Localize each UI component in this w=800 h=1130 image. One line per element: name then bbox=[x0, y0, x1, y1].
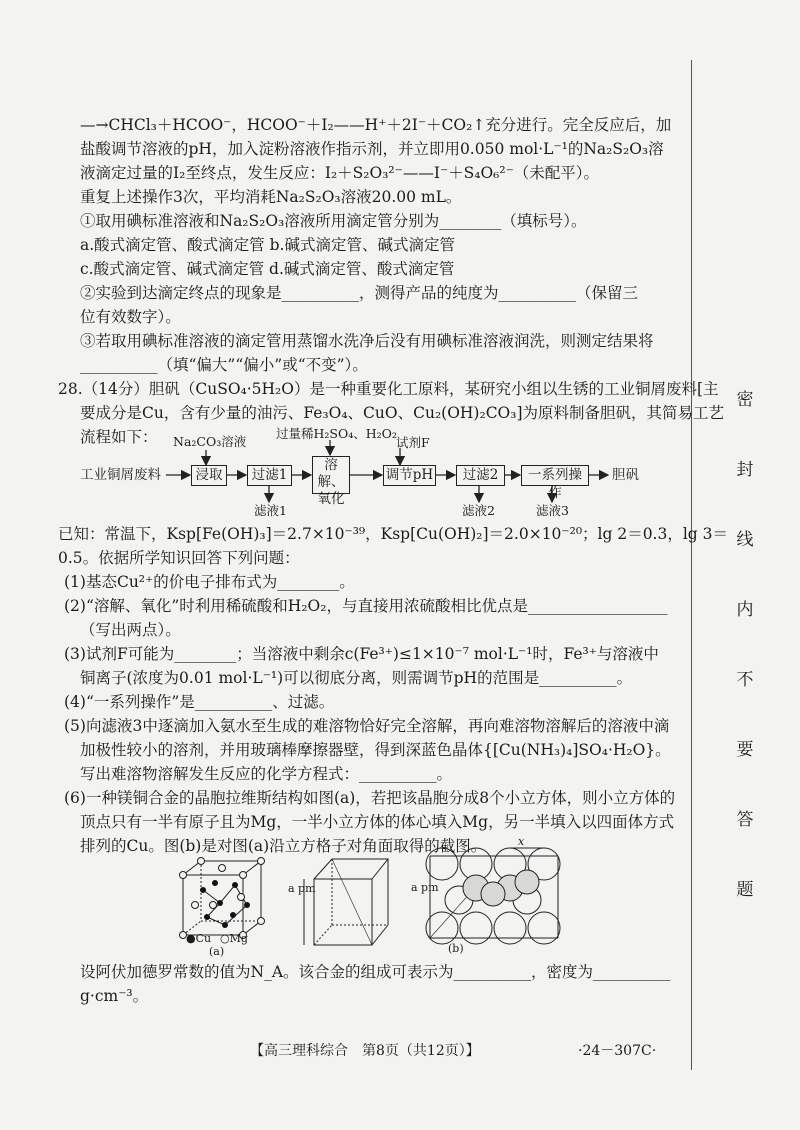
question-28-title: 28.（14分）胆矾（CuSO₄·5H₂O）是一种重要化工原料，某研究小组以生锈的工业铜屑废料[主 bbox=[58, 380, 719, 398]
text-line: 流程如下： bbox=[80, 428, 158, 446]
figure-a-label: (a) bbox=[209, 945, 225, 958]
subquestion-1: (1)基态Cu²⁺的价电子排布式为________。 bbox=[64, 573, 355, 591]
known-data: 已知：常温下，Ksp[Fe(OH)₃]＝2.7×10⁻³⁹，Ksp[Cu(OH)₂]＝2.0×10⁻²⁰；lg 2＝0.3，lg 3＝ bbox=[58, 525, 729, 543]
text-line: —→CHCl₃＋HCOO⁻，HCOO⁻＋I₂——H⁺＋2I⁻＋CO₂↑充分进行。完全反应后，加 bbox=[80, 116, 672, 134]
subquestion-2: (2)“溶解、氧化”时利用稀硫酸和H₂O₂，与直接用浓硫酸相比优点是__________________ bbox=[64, 597, 668, 615]
text-line: 顶点只有一半有原子且为Mg，一半小立方体的体心填入Mg，另一半填入以四面体方式 bbox=[80, 813, 675, 831]
subquestion-6: (6)一种镁铜合金的晶胞拉维斯结构如图(a)，若把该晶胞分成8个小立方体，则小立方体的 bbox=[64, 789, 676, 807]
text-line: 加极性较小的溶剂，并用玻璃棒摩擦器壁，得到深蓝色晶体{[Cu(NH₃)₄]SO₄·H₂O}。 bbox=[80, 741, 671, 759]
flow-node-start: 工业铜屑废料 bbox=[80, 467, 161, 483]
subquestion-3: (3)试剂F可能为________；当溶液中剩余c(Fe³⁺)≤1×10⁻⁷ mol·L⁻¹时，Fe³⁺与溶液中 bbox=[64, 645, 659, 663]
text-line: 液滴定过量的I₂至终点，发生反应：I₂＋S₂O₃²⁻——I⁻＋S₄O₆²⁻（未配平）。 bbox=[80, 164, 600, 182]
text-line: 盐酸调节溶液的pH，加入淀粉溶液作指示剂，并立即用0.050 mol·L⁻¹的Na₂S₂O₃溶 bbox=[80, 140, 664, 158]
flow-node-series-operations: 一系列操作 bbox=[521, 465, 589, 486]
binding-line bbox=[691, 60, 692, 1070]
flow-node-filter2: 过滤2 bbox=[456, 465, 505, 486]
question-3-prompt: ③若取用碘标准溶液的滴定管用蒸馏水洗净后没有用碘标准溶液润洗，则测定结果将 bbox=[80, 332, 654, 350]
text-line: 位有效数字）。 bbox=[80, 308, 181, 326]
reagent-label: 试剂F bbox=[396, 435, 430, 450]
x-label: x bbox=[518, 835, 525, 848]
text-line: 排列的Cu。图(b)是对图(a)沿立方格子对角面取得的截图。 bbox=[80, 837, 487, 855]
subquestion-4: (4)“一系列操作”是__________、过滤。 bbox=[64, 693, 335, 711]
flow-node-dissolve-oxidize: 溶解、氧化 bbox=[312, 456, 350, 494]
text-line: g·cm⁻³。 bbox=[80, 987, 149, 1005]
figure-b-label: (b) bbox=[448, 942, 464, 955]
filtrate-label: 滤液2 bbox=[462, 503, 495, 518]
question-2-prompt: ②实验到达滴定终点的现象是__________，测得产品的纯度为__________（保留三 bbox=[80, 284, 639, 302]
reagent-label: Na₂CO₃溶液 bbox=[173, 434, 247, 449]
flow-node-leach: 浸取 bbox=[191, 465, 227, 486]
filtrate-label: 滤液3 bbox=[536, 503, 569, 518]
text-line: 0.5。依据所学知识回答下列问题： bbox=[58, 549, 300, 567]
final-question: 设阿伏加德罗常数的值为N_A。该合金的组成可表示为__________，密度为__________ bbox=[80, 963, 671, 981]
section-figure-b bbox=[420, 842, 570, 952]
paper-code: ·24－307C· bbox=[578, 1043, 657, 1059]
choice-ab: a.酸式滴定管、酸式滴定管 b.碱式滴定管、碱式滴定管 bbox=[80, 236, 455, 254]
flow-node-product: 胆矾 bbox=[612, 467, 639, 483]
text-line: 写出难溶物溶解发生反应的化学方程式：__________。 bbox=[80, 765, 453, 783]
text-line: （写出两点）。 bbox=[80, 621, 181, 639]
text-line: 重复上述操作3次，平均消耗Na₂S₂O₃溶液20.00 mL。 bbox=[80, 188, 462, 206]
flow-node-adjust-ph: 调节pH bbox=[383, 465, 436, 486]
legend-cu: ●Cu bbox=[186, 932, 212, 945]
cube-figure bbox=[300, 853, 390, 953]
reagent-label: 过量稀H₂SO₄、H₂O₂ bbox=[276, 426, 397, 441]
subquestion-5: (5)向滤液3中逐滴加入氨水至生成的难溶物恰好完全溶解，再向难溶物溶解后的溶液中滴 bbox=[64, 717, 670, 735]
flow-node-filter1: 过滤1 bbox=[247, 465, 292, 486]
edge-label-a: a pm bbox=[288, 882, 316, 895]
text-line: 要成分是Cu，含有少量的油污、Fe₃O₄、CuO、Cu₂(OH)₂CO₃]为原料制备胆矾，其简易工艺 bbox=[80, 404, 725, 422]
page-footer: 【高三理科综合 第8页（共12页）】 bbox=[250, 1043, 480, 1059]
text-line: 铜离子(浓度为0.01 mol·L⁻¹)可以彻底分离，则需调节pH的范围是__________。 bbox=[80, 669, 633, 687]
question-1-prompt: ①取用碘标准溶液和Na₂S₂O₃溶液所用滴定管分别为________（填标号）。 bbox=[80, 212, 587, 230]
edge-label-b: a pm bbox=[411, 881, 439, 894]
legend-mg: ○Mg bbox=[220, 932, 248, 945]
filtrate-label: 滤液1 bbox=[254, 503, 287, 518]
text-line: __________（填“偏大”“偏小”或“不变”）。 bbox=[80, 356, 368, 374]
choice-cd: c.酸式滴定管、碱式滴定管 d.碱式滴定管、酸式滴定管 bbox=[80, 260, 455, 278]
